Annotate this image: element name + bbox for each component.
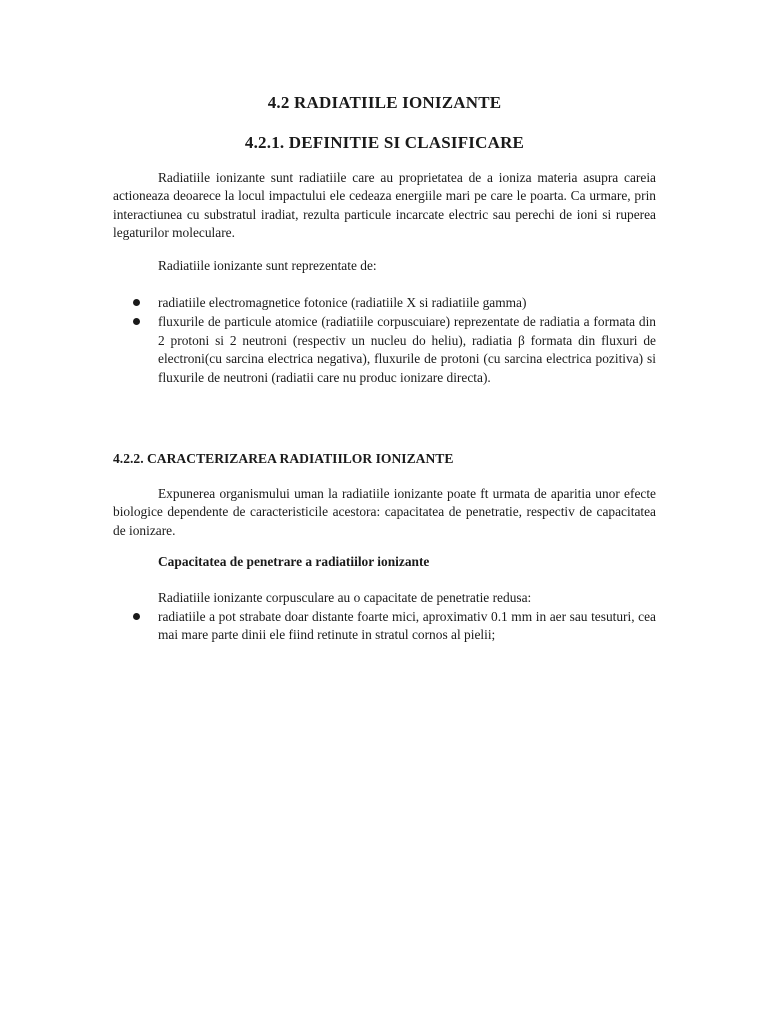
list-item [113, 294, 656, 312]
paragraph-representation-intro: Radiatiile ionizante sunt reprezentate de: [158, 258, 377, 273]
paragraph-penetration: Radiatiile ionizante corpusculare au o capacitate de penetratie redusa: [158, 590, 532, 605]
document-subtitle: 4.2.1. DEFINITIE SI CLASIFICARE [244, 133, 525, 152]
radiation-types-list [113, 294, 656, 388]
subsection-heading: Capacitatea de penetrare a radiatiilor ionizante [158, 554, 430, 569]
list-item-text: radiatiile a pot strabate doar distante foarte mici, aproximativ 0.1 mm in aer sau tesuturi, cea mai mare parte dinii ele fiind retinute in stratul cornos al pielii; [158, 609, 656, 643]
section-heading: 4.2.2. CARACTERIZAREA RADIATIILOR IONIZANTE [113, 451, 454, 466]
list-item-text: fluxurile de particule atomice (radiatiile corpuscuiare) reprezentate de radiatia a formata din 2 protoni si 2 neutroni (respectiv un nucleu do heliu), radiatia β formata din fluxuri de electroni(cu sarcina electrica negativa), fluxurile de protoni (cu sarcina electrica pozitiva) si fluxurile de neutroni (radiatii care nu produc ionizare directa). [158, 314, 656, 385]
bullet-icon [133, 299, 140, 306]
bullet-icon [133, 318, 140, 325]
list-item-text: radiatiile electromagnetice fotonice (radiatiile X si radiatiile gamma) [158, 295, 527, 310]
paragraph-exposure: Expunerea organismului uman la radiatiile ionizante poate ft urmata de aparitia unor efecte biologice dependente de caracteristicile acestora: capacitatea de penetratie, respectiv de capacitatea de ionizare. [113, 486, 656, 538]
paragraph-definition: Radiatiile ionizante sunt radiatiile care au proprietatea de a ioniza materia asupra careia actioneaza deoarece la locul impactului ele cedeaza energiile mari pe care le poarta. Ca urmare, prin interactiunea cu substratul iradiat, rezulta particule incarcate electric sau perechi de ioni si ruperea legaturilor moleculare. [113, 170, 656, 241]
list-item [113, 313, 656, 387]
list-item [113, 608, 656, 645]
penetration-list [113, 608, 656, 645]
bullet-icon [133, 613, 140, 620]
document-title: 4.2 RADIATIILE IONIZANTE [267, 93, 502, 112]
